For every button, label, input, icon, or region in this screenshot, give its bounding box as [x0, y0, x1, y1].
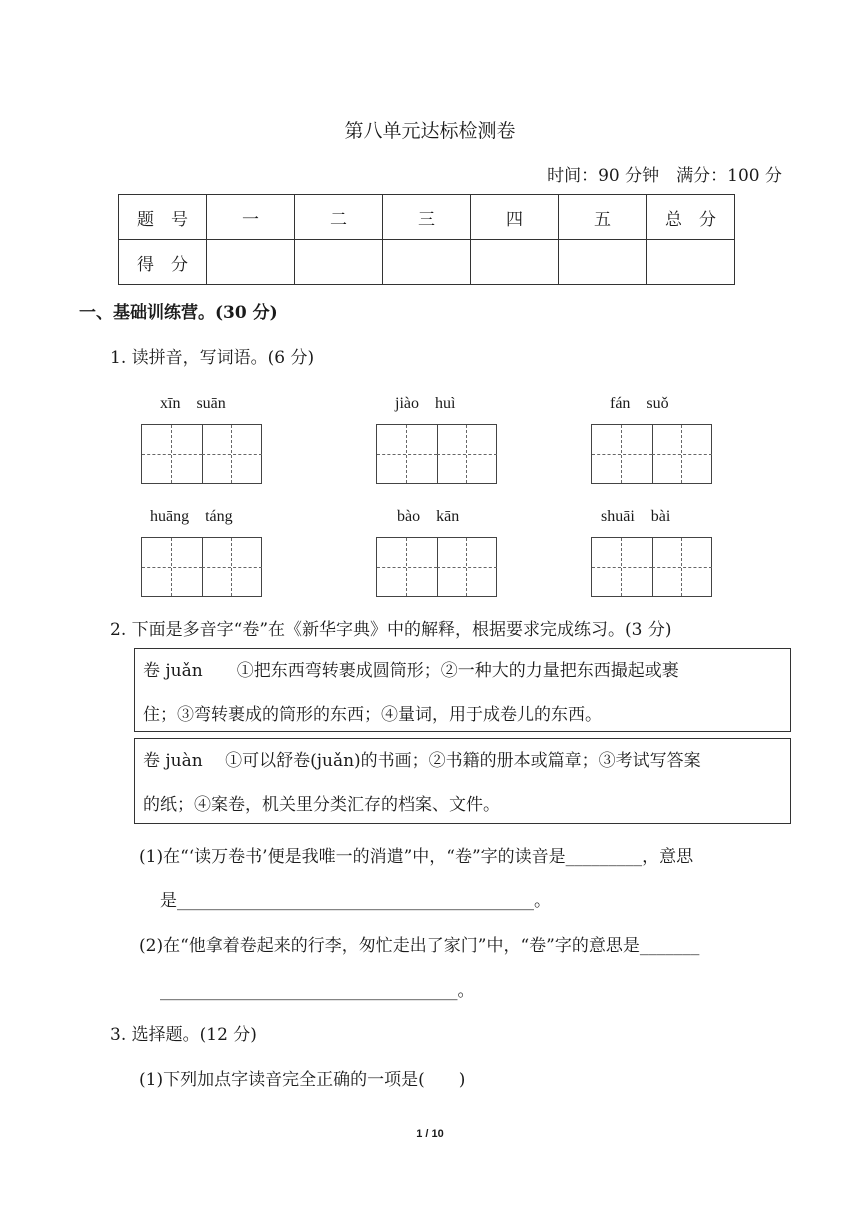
score-header-cell: 总 分 [647, 195, 735, 240]
score-header-cell: 二 [295, 195, 383, 240]
page-number: 1 / 10 [416, 1128, 444, 1140]
writing-grid[interactable] [591, 537, 712, 597]
section-heading: 一、基础训练营。(30 分) [79, 303, 278, 323]
pinyin-label: jiào huì [395, 395, 456, 412]
writing-grid[interactable] [376, 537, 497, 597]
pinyin-label: shuāi bài [601, 508, 671, 525]
writing-grid[interactable] [376, 424, 497, 484]
score-row-label: 得 分 [119, 240, 207, 285]
exam-meta: 时间：90 分钟 满分：100 分 [547, 166, 782, 186]
score-cell[interactable] [471, 240, 559, 285]
writing-grid[interactable] [141, 424, 262, 484]
writing-grid[interactable] [141, 537, 262, 597]
entry-line: 卷 juàn ①可以舒卷(juǎn)的书画；②书籍的册本或篇章；③考试写答案 [143, 751, 701, 771]
score-header-cell: 三 [383, 195, 471, 240]
score-header-cell: 四 [471, 195, 559, 240]
subquestion-2-answer-line[interactable]: ___________________________________。 [160, 981, 475, 1001]
question-1-label: 1. 读拼音，写词语。(6 分) [110, 348, 315, 368]
page-title: 第八单元达标检测卷 [344, 120, 516, 142]
score-table-score-row [119, 240, 735, 285]
score-cell[interactable] [295, 240, 383, 285]
score-header-cell: 一 [207, 195, 295, 240]
dictionary-entry-juan3 [134, 648, 791, 732]
pinyin-label: xīn suān [160, 395, 226, 412]
subquestion-2: (2)在“他拿着卷起来的行李，匆忙走出了家门”中，“卷”字的意思是_______ [139, 936, 700, 956]
entry-line: 的纸；④案卷，机关里分类汇存的档案、文件。 [143, 795, 500, 815]
subquestion-1-answer-line[interactable]: 是__________________________________________。 [160, 891, 551, 911]
score-cell[interactable] [647, 240, 735, 285]
score-header-cell: 题 号 [119, 195, 207, 240]
score-cell[interactable] [383, 240, 471, 285]
entry-line: 住；③弯转裹成的筒形的东西；④量词，用于成卷儿的东西。 [143, 705, 602, 725]
pinyin-label: huāng táng [150, 508, 233, 525]
score-cell[interactable] [207, 240, 295, 285]
subquestion-1: (1)在“‘读万卷书’便是我唯一的消遣”中，“卷”字的读音是_________，意思 [139, 847, 694, 867]
score-table [118, 194, 735, 285]
score-cell[interactable] [559, 240, 647, 285]
score-header-cell: 五 [559, 195, 647, 240]
question-2-label: 2. 下面是多音字“卷”在《新华字典》中的解释，根据要求完成练习。(3 分) [110, 620, 672, 640]
pinyin-label: bào kān [397, 508, 460, 525]
question-3-sub-1: (1)下列加点字读音完全正确的一项是( ) [139, 1070, 466, 1090]
question-3-label: 3. 选择题。(12 分) [110, 1025, 257, 1045]
dictionary-entry-juan4 [134, 738, 791, 824]
pinyin-label: fán suǒ [610, 395, 669, 412]
writing-grid[interactable] [591, 424, 712, 484]
score-table-header-row [119, 195, 735, 240]
entry-line: 卷 juǎn ①把东西弯转裹成圆筒形；②一种大的力量把东西撮起或裹 [143, 661, 679, 681]
